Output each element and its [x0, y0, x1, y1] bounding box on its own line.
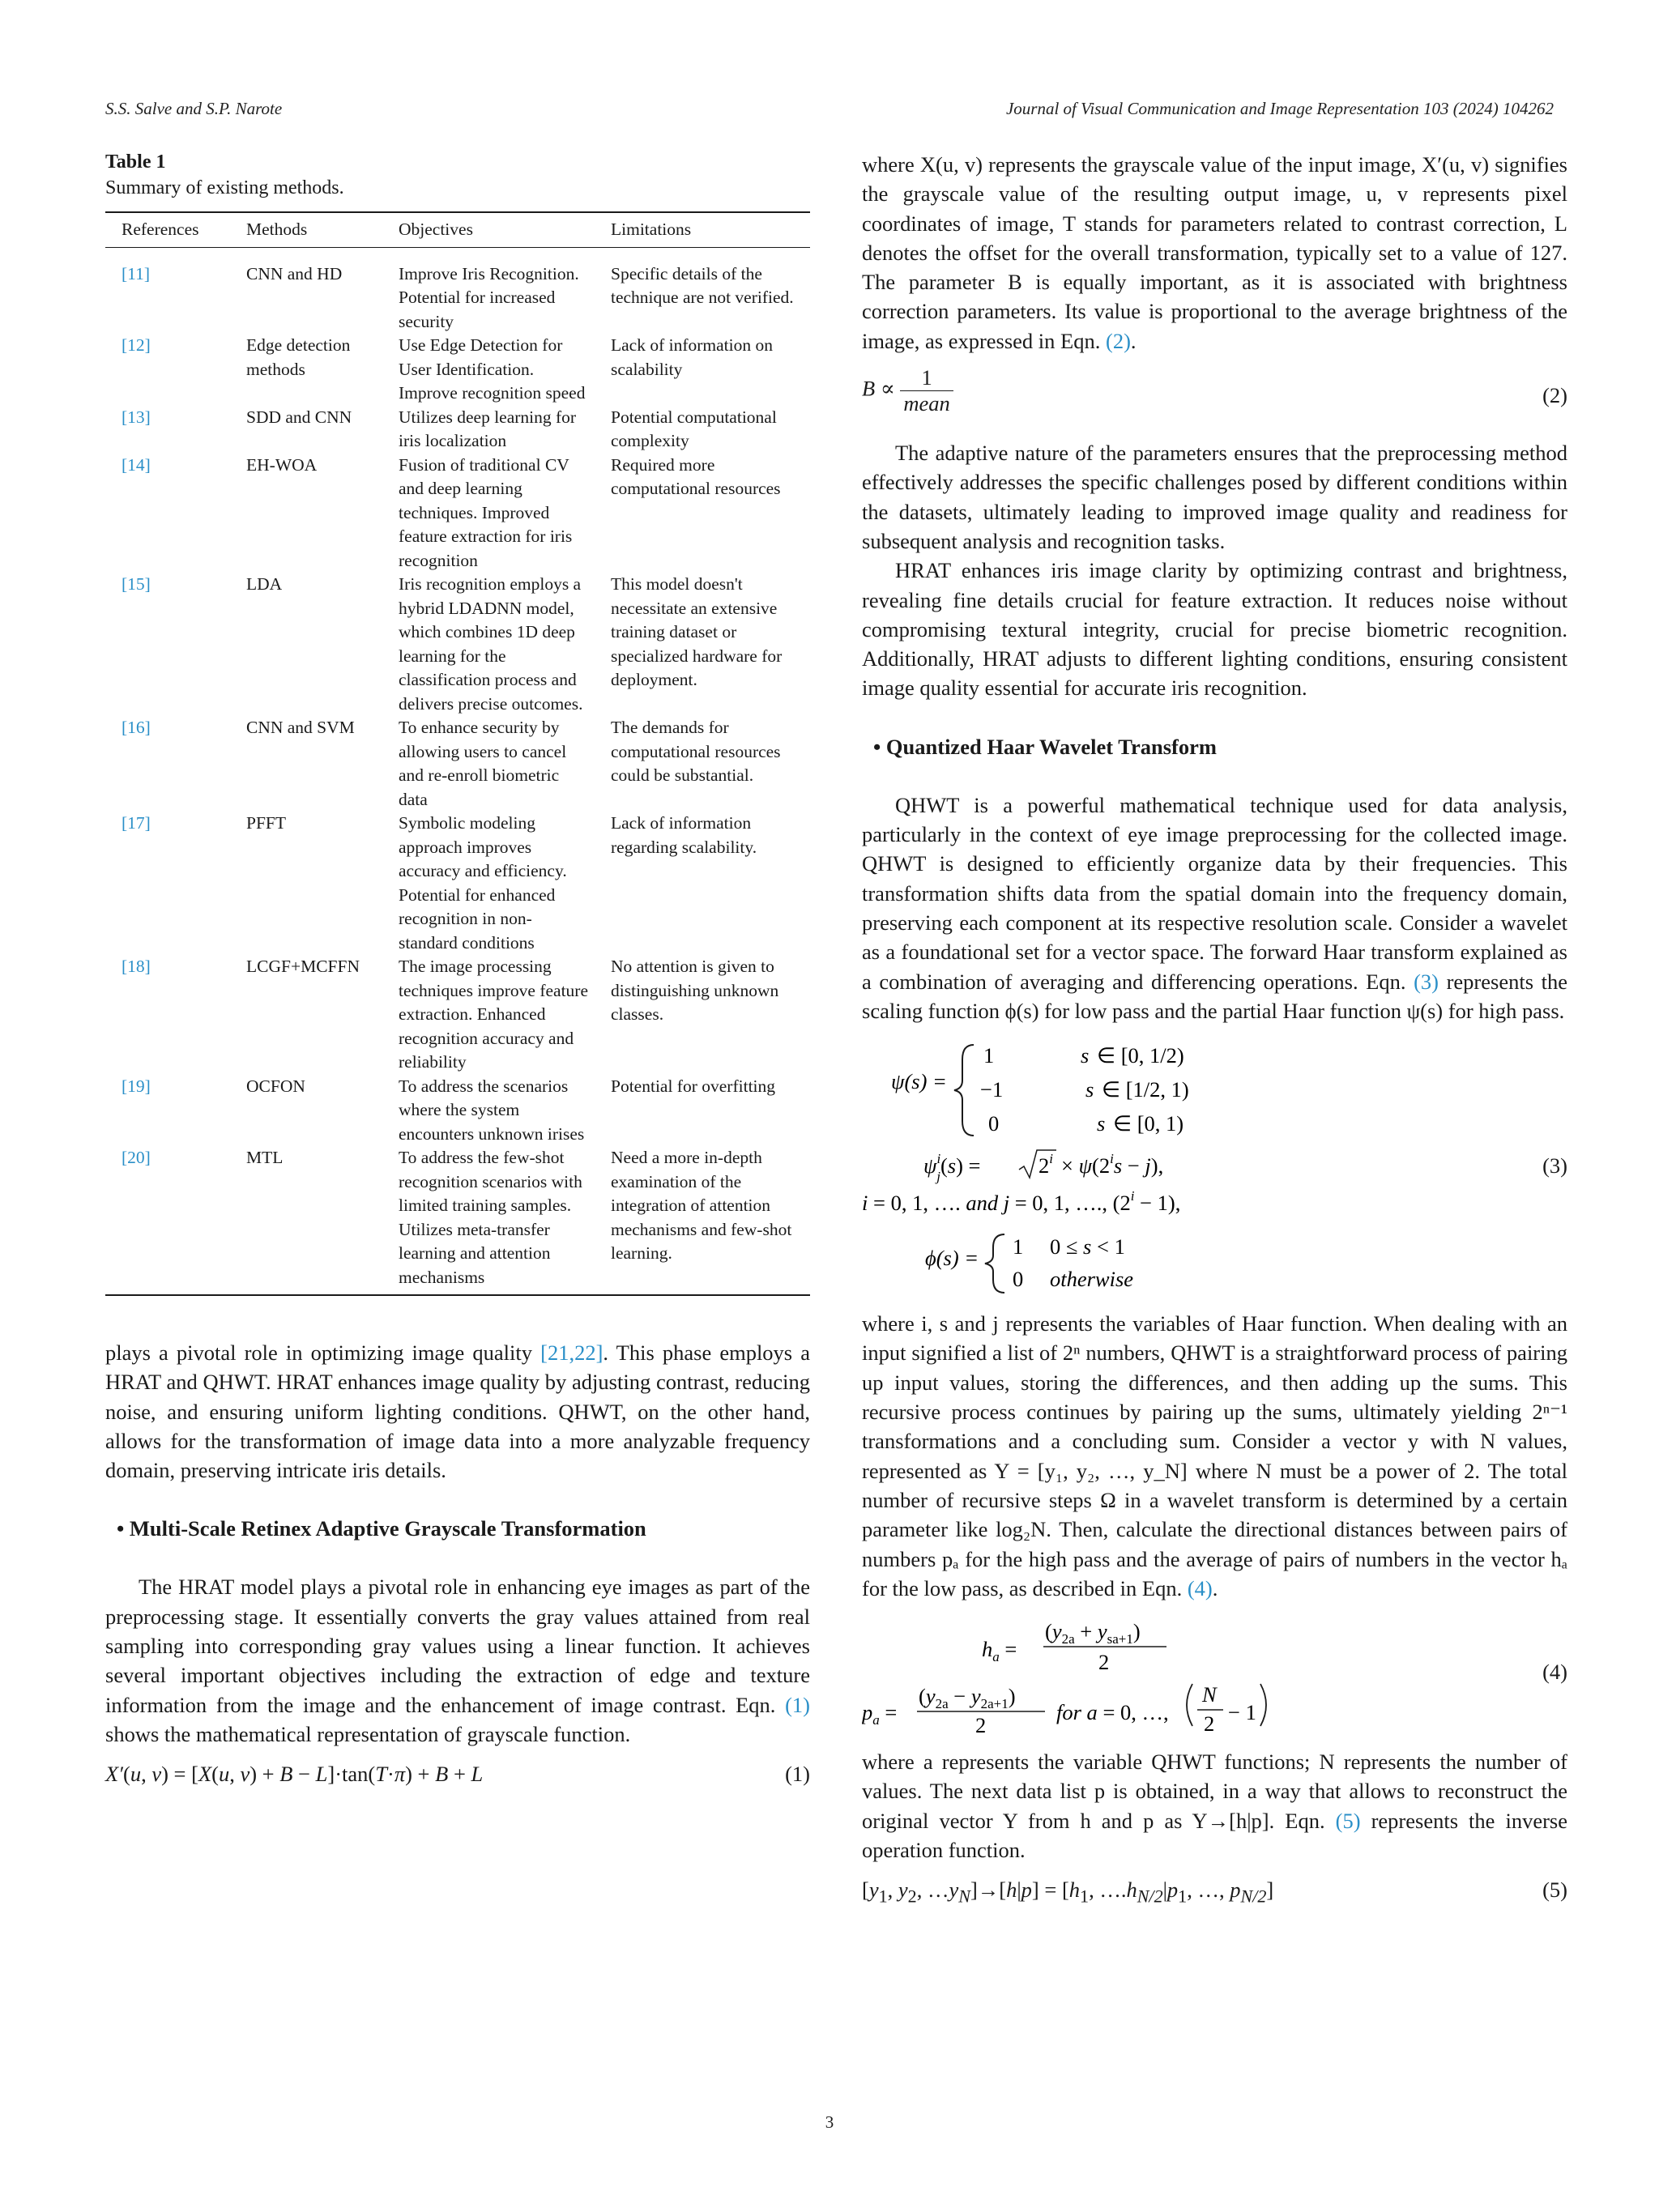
- svg-text:1: 1: [1013, 1234, 1024, 1259]
- paragraph: [862, 1747, 1567, 1865]
- equation-number: (2): [1542, 383, 1567, 408]
- paragraph: [105, 1338, 810, 1485]
- svg-text:∈ [0, 1): ∈ [0, 1): [1113, 1111, 1184, 1136]
- svg-text:N: N: [1202, 1682, 1217, 1707]
- svg-text:s: s: [1085, 1077, 1094, 1102]
- table-row: [105, 334, 810, 406]
- cell-reference[interactable]: [15]: [122, 574, 151, 594]
- equation-1: X′(u, v) = [X(u, v) + B − L]·tan(T·π) + B + L (1): [105, 1762, 810, 1787]
- cell-method: LDA: [246, 574, 283, 594]
- svg-text:0: 0: [1013, 1267, 1024, 1292]
- svg-text:pa =: $p_a$ =: [862, 1700, 898, 1728]
- svg-text:2: 2: [1098, 1650, 1110, 1675]
- cell-limitation: The demands for computational resources could be substantial.: [611, 718, 781, 785]
- cell-objective: Improve Iris Recognition. Potential for increased security: [399, 263, 579, 331]
- cell-limitation: This model doesn't necessitate an extensive training dataset or specialized hardware for deployment.: [611, 574, 783, 689]
- table-1: [105, 150, 810, 1296]
- cell-reference[interactable]: [18]: [122, 957, 151, 976]
- svg-text:∈ [0, 1/2): ∈ [0, 1/2): [1097, 1043, 1184, 1068]
- svg-text:i = 0, 1, …. and j = 0, 1, ….,: i = 0, 1, …. and j = 0, 1, …., $(2^i - 1)$,: [862, 1188, 1181, 1216]
- table-caption: Summary of existing methods.: [105, 177, 344, 198]
- text-run: .: [1130, 328, 1137, 353]
- paragraph: HRAT enhances iris image clarity by optimizing contrast and brightness, revealing fine details crucial for feature extraction. It reduces noise without compromising textural integrity, crucial for precise biometric recognition. Additionally, HRAT adjusts to different lighting conditions, ensuring consistent image quality essential for accurate iris recognition.: [862, 558, 1567, 701]
- col-header-references: References: [105, 212, 230, 247]
- svg-text:0 ≤ s < 1: 0 ≤ s < 1: [1050, 1234, 1125, 1259]
- cell-method: SDD and CNN: [246, 407, 352, 427]
- cell-objective: Iris recognition employs a hybrid LDADNN model, which combines 1D deep learning for the classification process and delivers precise outcomes.: [399, 574, 583, 714]
- svg-text:(y2a − y2a+1): $(y_{2a} - y_{2a+1})$: [919, 1684, 1016, 1712]
- cell-method: LCGF+MCFFN: [246, 957, 360, 976]
- cell-objective: Utilizes deep learning for iris localization: [399, 407, 577, 450]
- left-column: [105, 150, 810, 1794]
- equation-link[interactable]: (5): [1335, 1808, 1361, 1833]
- cell-objective: To address the scenarios where the system encounters unknown irises: [399, 1076, 585, 1144]
- cell-objective: Symbolic modeling approach improves accuracy and efficiency. Potential for enhanced recognition in non-standard conditions: [399, 813, 567, 953]
- equation-3-graphic: [862, 1035, 1567, 1302]
- cell-objective: The image processing techniques improve feature extraction. Enhanced recognition accuracy and reliability: [399, 957, 589, 1072]
- svg-text:s: s: [1081, 1043, 1090, 1068]
- page-number: 3: [825, 2112, 834, 2132]
- cell-limitation: Potential computational complexity: [611, 407, 777, 450]
- paragraph: [862, 150, 1567, 356]
- paragraph: [862, 1309, 1567, 1603]
- paragraph: [862, 791, 1567, 1025]
- equation-4: [862, 1614, 1567, 1736]
- text-run: where X(u, v) represents the grayscale value of the input image, X′(u, v) signifies the grayscale value of the resulting output image, u, v represents pixel coordinates of image, T stands for parameters related to contrast correction, L denotes the offset for the overall transformation, typically set to a value of 127. The parameter B is equally important, as it is associated with brightness correction parameters. Its value is proportional to the average brightness of the image, as expressed in Eqn.: [862, 152, 1567, 353]
- cell-method: EH-WOA: [246, 454, 318, 475]
- table-row: [105, 1146, 810, 1295]
- equation-link[interactable]: (2): [1106, 328, 1131, 353]
- equation-number: (4): [1542, 1660, 1567, 1685]
- text-run: shows the mathematical representation of grayscale function.: [105, 1721, 631, 1746]
- col-header-objectives: Objectives: [382, 212, 595, 247]
- equation-link[interactable]: (4): [1187, 1575, 1213, 1600]
- header-authors: S.S. Salve and S.P. Narote: [105, 99, 283, 118]
- svg-text:1: 1: [983, 1043, 995, 1068]
- cell-limitation: Need a more in-depth examination of the integration of attention mechanisms and few-shot learning.: [595, 1146, 810, 1295]
- cell-reference[interactable]: [12]: [122, 335, 151, 355]
- paragraph: The adaptive nature of the parameters ensures that the preprocessing method effectively addresses the specific challenges posed by different conditions within the datasets, ultimately leading to improved image quality and readiness for subsequent analysis and recognition tasks.: [862, 441, 1567, 553]
- cell-method: OCFON: [246, 1076, 305, 1096]
- equation-3: [862, 1035, 1567, 1302]
- equation-number: (5): [1542, 1877, 1567, 1903]
- cell-reference[interactable]: [11]: [122, 263, 151, 283]
- cell-method: CNN and SVM: [246, 718, 355, 737]
- svg-text:ha =: $h_a$ =: [982, 1637, 1017, 1665]
- text-run: . This phase employs a HRAT and QHWT. HRAT enhances image quality by adjusting contrast, reducing noise, and ensuring uniform lighting conditions. QHWT, on the other hand, allows for the transformation of image data into a more analyzable frequency domain, preserving intricate iris details.: [105, 1340, 810, 1483]
- svg-text:∈ [1/2, 1): ∈ [1/2, 1): [1102, 1077, 1189, 1102]
- svg-text:for a = 0, …,: for a = 0, …,: [1056, 1700, 1169, 1725]
- text-run: represents the inverse operation function.: [862, 1808, 1567, 1862]
- cell-limitation: Specific details of the technique are not verified.: [611, 263, 794, 307]
- svg-text:2: 2: [975, 1713, 987, 1737]
- cell-reference[interactable]: [19]: [122, 1076, 151, 1096]
- svg-text:ψ(s) =: ψ(s) =: [891, 1069, 947, 1094]
- cell-reference[interactable]: [17]: [122, 813, 151, 833]
- right-column: [862, 150, 1567, 1910]
- table-row: [105, 573, 810, 716]
- heading-text: Multi-Scale Retinex Adaptive Grayscale Transformation: [129, 1516, 646, 1541]
- text-run: where a represents the variable QHWT functions; N represents the number of values. The next data list p is obtained, in a way that allows to reconstruct the original vector Y from h and p as Y→[h|p]. Eqn.: [862, 1750, 1567, 1833]
- text-run: .: [1212, 1575, 1218, 1600]
- svg-text:ϕ(s) =: ϕ(s) =: [925, 1246, 979, 1271]
- cell-limitation: Lack of information regarding scalability.: [611, 813, 757, 857]
- table-row: [105, 454, 810, 573]
- citation-link[interactable]: [21,22]: [540, 1340, 603, 1365]
- header-journal: Journal of Visual Communication and Image Representation 103 (2024) 104262: [1005, 99, 1554, 118]
- table-row: [105, 955, 810, 1075]
- methods-table: [105, 211, 810, 1296]
- svg-text:−1: −1: [980, 1077, 1004, 1102]
- cell-reference[interactable]: [20]: [105, 1146, 230, 1295]
- text-run: QHWT is a powerful mathematical technique used for data analysis, particularly in the context of eye image preprocessing for the collected image. QHWT is designed to efficiently organize data by their frequencies. This transformation shifts data from the spatial domain into the frequency domain, preserving each component at its respective resolution scale. Consider a wavelet as a foundational set for a vector space. The forward Haar transform explained as a combination of averaging and differencing operations. Eqn.: [862, 792, 1567, 994]
- cell-reference[interactable]: [16]: [122, 718, 151, 737]
- table-header-row: [105, 212, 810, 247]
- svg-text:2i: 2$^i$: [1038, 1151, 1053, 1178]
- equation-5: [$y_1$, $y_2$, $\dots y_N]\to[h|p] = [h_1$, $\dots.h_{N/2}|p_1$, …, $p_{N/2}$] (5): [862, 1877, 1567, 1907]
- cell-reference[interactable]: [13]: [122, 407, 151, 427]
- text-run: where i, s and j represents the variables of Haar function. When dealing with an input signified a list of 2ⁿ numbers, QHWT is a straightforward process of pairing up input values, storing the differences, and then adding up the sums. This recursive process continues by pairing up the sums, ultimately yielding 2ⁿ⁻¹ transformations and a concluding sum. Consider a vector y with N values, represented as Y = [y₁, y₂, …, y_N] where N must be a power of 2. The total number of recursive steps Ω in a wavelet transform is determined by a certain parameter like log₂N. Then, calculate the directional distances between pairs of numbers pₐ for the high pass and the average of pairs of numbers in the vector hₐ for the low pass, as described in Eqn.: [862, 1311, 1567, 1600]
- text-run: plays a pivotal role in optimizing image quality: [105, 1340, 541, 1365]
- paragraph: [105, 1572, 810, 1749]
- cell-limitation: Lack of information on scalability: [611, 335, 774, 379]
- cell-reference[interactable]: [14]: [122, 454, 151, 475]
- svg-text:− 1: − 1: [1228, 1700, 1256, 1725]
- svg-text:2: 2: [1204, 1711, 1215, 1737]
- equation-number: (3): [1542, 1153, 1567, 1178]
- section-heading: • Quantized Haar Wavelet Transform: [873, 734, 1217, 759]
- svg-text:otherwise: otherwise: [1050, 1267, 1134, 1292]
- cell-objective: Fusion of traditional CV and deep learning techniques. Improved feature extraction for iris recognition: [399, 454, 573, 570]
- equation-2: B ∝ $\frac{1}{\text{mean}}$ (2): [862, 365, 1567, 416]
- cell-method: CNN and HD: [246, 263, 343, 283]
- cell-objective: To address the few-shot recognition scenarios with limited training samples. Utilizes meta-transfer learning and attention mechanisms: [382, 1146, 595, 1295]
- equation-number: (1): [785, 1762, 810, 1787]
- cell-method: MTL: [230, 1146, 382, 1295]
- cell-method: Edge detection methods: [246, 335, 351, 379]
- col-header-limitations: Limitations: [595, 212, 810, 247]
- table-row: [105, 812, 810, 955]
- table-row: [105, 716, 810, 812]
- text-run: represents the scaling function ϕ(s) for low pass and the partial Haar function ψ(s) for high pass.: [862, 969, 1567, 1023]
- cell-limitation: No attention is given to distinguishing unknown classes.: [611, 957, 779, 1024]
- svg-text:× ψ(2is − j),: × $\psi(2^is - j)$,: [1061, 1151, 1164, 1178]
- left-body: [105, 1338, 810, 1794]
- cell-method: PFFT: [246, 813, 287, 833]
- section-heading: • Multi-Scale Retinex Adaptive Grayscale Transformation: [117, 1516, 646, 1541]
- cell-objective: Use Edge Detection for User Identification. Improve recognition speed: [399, 335, 586, 403]
- table-title: Table 1: [105, 151, 166, 173]
- cell-limitation: Potential for overfitting: [611, 1076, 776, 1096]
- cell-limitation: Required more computational resources: [611, 454, 781, 498]
- svg-text:0: 0: [988, 1111, 1000, 1136]
- heading-text: Quantized Haar Wavelet Transform: [885, 734, 1217, 759]
- equation-link[interactable]: (3): [1414, 969, 1439, 994]
- cell-objective: To enhance security by allowing users to cancel and re-enroll biometric data: [399, 718, 567, 809]
- equation-link[interactable]: (1): [785, 1692, 810, 1717]
- table-row: [105, 1075, 810, 1147]
- equation-4-graphic: [862, 1614, 1567, 1736]
- svg-text:(y2a + ysa+1): $(y_{2a} + y_{sa+1})$: [1045, 1619, 1141, 1647]
- svg-text:ψij(s) =: $\psi^i$ j(s) =: [923, 1151, 981, 1185]
- table-row: [105, 247, 810, 334]
- text-run: The HRAT model plays a pivotal role in enhancing eye images as part of the preprocessing stage. It essentially converts the gray values attained from real sampling into corresponding gray values using a linear function. It achieves several important objectives including the extraction of edge and texture information from the image and the enhancement of image contrast. Eqn.: [105, 1575, 810, 1717]
- col-header-methods: Methods: [230, 212, 382, 247]
- table-row: [105, 406, 810, 454]
- svg-text:s: s: [1097, 1111, 1106, 1136]
